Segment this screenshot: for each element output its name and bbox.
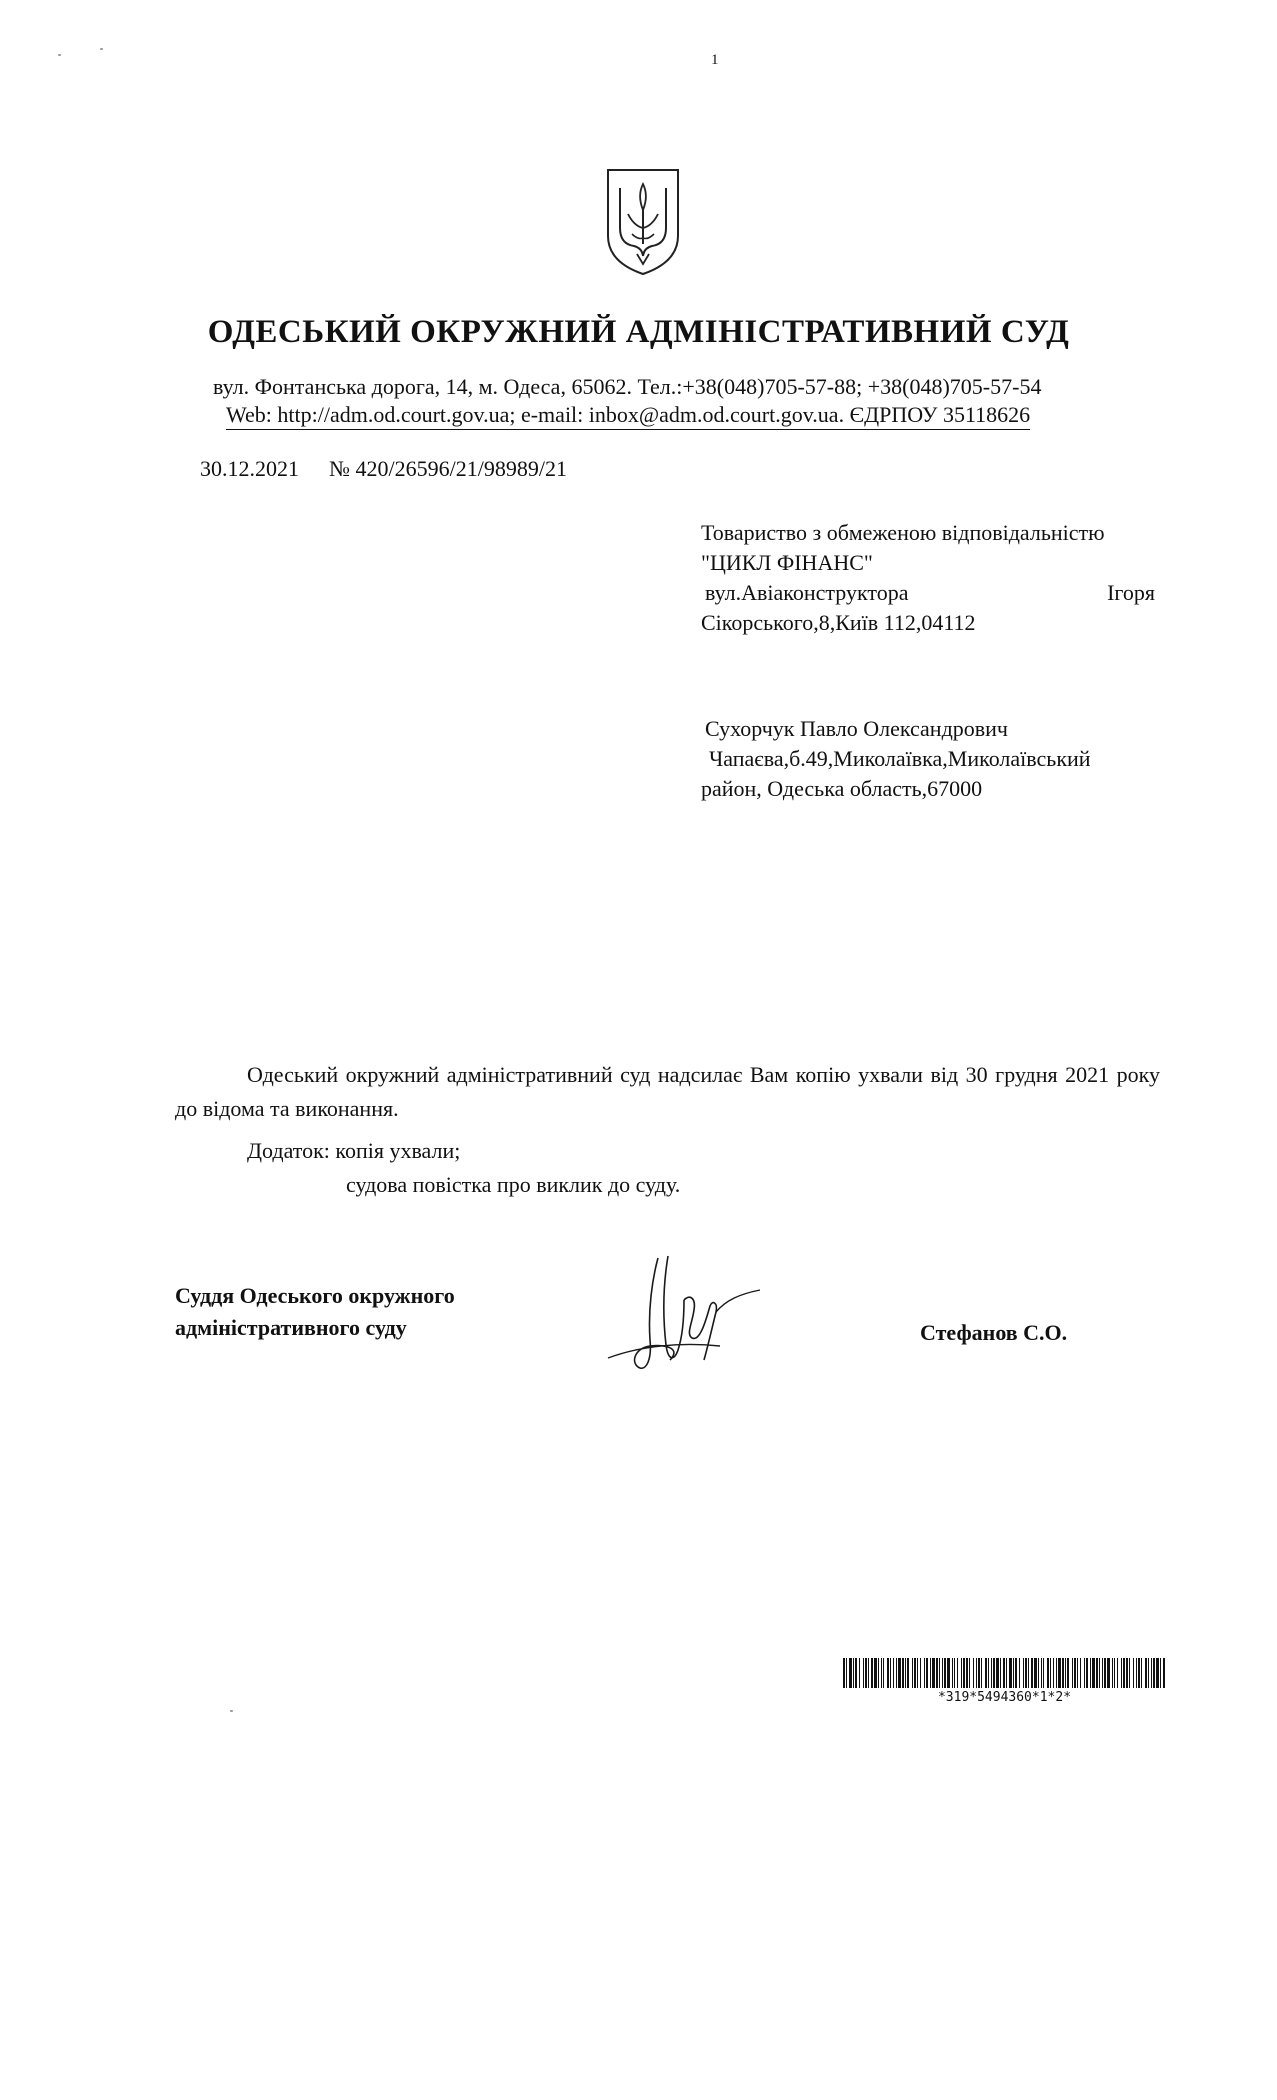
barcode-bar	[1114, 1658, 1115, 1688]
barcode-bar	[871, 1658, 873, 1688]
barcode-bar	[863, 1658, 864, 1688]
barcode-bar	[843, 1658, 845, 1688]
barcode-bar	[1107, 1658, 1110, 1688]
barcode-bar	[993, 1658, 995, 1688]
barcode-bar	[1003, 1658, 1005, 1688]
barcode-bar	[1096, 1658, 1098, 1688]
barcode-bar	[917, 1658, 918, 1688]
barcode-bar	[1028, 1658, 1029, 1688]
recipient-line: район, Одеська область,67000	[701, 776, 983, 801]
barcode-bar	[907, 1658, 909, 1688]
barcode-bar	[1013, 1658, 1014, 1688]
barcode-bar	[1112, 1658, 1113, 1688]
barcode-bar	[991, 1658, 992, 1688]
barcode-bar	[902, 1658, 904, 1688]
barcode-text: *319*5494360*1*2*	[937, 1690, 1072, 1705]
barcode-bar	[1038, 1658, 1039, 1688]
barcode-bar	[932, 1658, 935, 1688]
barcode-bar	[1153, 1658, 1155, 1688]
barcode-bar	[1102, 1658, 1103, 1688]
barcode-bar	[947, 1658, 950, 1688]
barcode-bar	[976, 1658, 977, 1688]
barcode-bar	[896, 1658, 897, 1688]
scan-speck	[58, 54, 61, 56]
barcode-bar	[859, 1658, 860, 1688]
barcode-bar	[887, 1658, 889, 1688]
judge-name: Стефанов С.О.	[920, 1320, 1068, 1345]
barcode-bar	[963, 1658, 965, 1688]
barcode-bar	[985, 1658, 987, 1688]
barcode-bar	[1031, 1658, 1033, 1688]
barcode-bar	[883, 1658, 884, 1688]
court-contact-line: вул. Фонтанська дорога, 14, м. Одеса, 65062. Тел.:+38(048)705-57-88; +38(048)705-57-54	[213, 374, 1042, 399]
barcode-bar	[1047, 1658, 1049, 1688]
barcode-bar	[1067, 1658, 1069, 1688]
scan-speck	[100, 48, 103, 50]
judge-title	[175, 1280, 455, 1344]
barcode-bar	[1084, 1658, 1085, 1688]
barcode-bar	[868, 1658, 869, 1688]
barcode-bar	[1023, 1658, 1024, 1688]
barcode-bar	[898, 1658, 901, 1688]
barcode-bar	[1062, 1658, 1064, 1688]
barcode-bar	[973, 1658, 974, 1688]
barcode-bar	[1009, 1658, 1012, 1688]
barcode-bar	[1138, 1658, 1140, 1688]
barcode-bar	[1000, 1658, 1001, 1688]
barcode-bar	[890, 1658, 891, 1688]
barcode-bar	[957, 1658, 958, 1688]
scan-speck	[230, 1710, 233, 1712]
barcode-bar	[1074, 1658, 1076, 1688]
barcode-bar	[1058, 1658, 1061, 1688]
barcode-bar	[969, 1658, 970, 1688]
letter-body: Одеський окружний адміністративний суд надсилає Вам копію ухвали від 30 грудня 2021 року до відома та виконання.	[175, 1062, 1160, 1121]
barcode-bar	[893, 1658, 894, 1688]
court-title: ОДЕСЬКИЙ ОКРУЖНИЙ АДМІНІСТРАТИВНИЙ СУД	[207, 314, 1070, 350]
barcode-bar	[1043, 1658, 1044, 1688]
barcode-bar	[1086, 1658, 1088, 1688]
barcode-bar	[920, 1658, 921, 1688]
barcode-bar	[954, 1658, 955, 1688]
barcode-bar	[926, 1658, 928, 1688]
barcode-bar	[1041, 1658, 1042, 1688]
recipient-line: Чапаєва,б.49,Миколаївка,Миколаївський	[709, 746, 1091, 771]
recipient-line: Сухорчук Павло Олександрович	[705, 716, 1008, 741]
barcode-bar	[1121, 1658, 1122, 1688]
barcode-bar	[1123, 1658, 1125, 1688]
trident-icon	[604, 166, 682, 278]
barcode-bar	[952, 1658, 953, 1688]
barcode-bar	[1065, 1658, 1066, 1688]
barcode-bar	[1090, 1658, 1091, 1688]
barcode-bar	[865, 1658, 867, 1688]
barcode-bar	[1104, 1658, 1106, 1688]
barcode-bar	[1117, 1658, 1118, 1688]
judge-title-line: Суддя Одеського окружного	[175, 1283, 455, 1308]
barcode-bar	[1148, 1658, 1149, 1688]
barcode-bar	[1151, 1658, 1152, 1688]
barcode-bar	[1156, 1658, 1159, 1688]
barcode-bar	[1092, 1658, 1095, 1688]
reference-line	[200, 456, 567, 482]
recipient-line: Сікорського,8,Київ 112,04112	[701, 610, 976, 635]
barcode-bar	[944, 1658, 946, 1688]
barcode-bar	[1056, 1658, 1057, 1688]
barcode-bar	[1050, 1658, 1051, 1688]
barcode-bar	[914, 1658, 916, 1688]
attachment-label: Додаток: копія ухвали;	[247, 1138, 461, 1163]
handwritten-signature	[600, 1250, 770, 1390]
barcode-bar	[978, 1658, 980, 1688]
barcode-bar	[849, 1658, 852, 1688]
reference-number: № 420/26596/21/98989/21	[329, 456, 567, 481]
barcode-bar	[855, 1658, 857, 1688]
barcode-bar	[1129, 1658, 1130, 1688]
barcode-bar	[942, 1658, 943, 1688]
recipient-street: вул.Авіаконструктора	[705, 580, 909, 605]
barcode-bar	[853, 1658, 854, 1688]
barcode-bar	[924, 1658, 925, 1688]
barcode-bar	[1053, 1658, 1054, 1688]
recipient-line: "ЦИКЛ ФІНАНС"	[701, 550, 873, 575]
barcode-bar	[1163, 1658, 1165, 1688]
barcode-bar	[1141, 1658, 1142, 1688]
barcode-bar	[930, 1658, 931, 1688]
barcode-bar	[939, 1658, 940, 1688]
barcode-bar	[1099, 1658, 1100, 1688]
barcode-bar	[966, 1658, 968, 1688]
barcode-bar	[1160, 1658, 1161, 1688]
barcode-bar	[1025, 1658, 1027, 1688]
barcode-bar	[1006, 1658, 1007, 1688]
barcode-bar	[1034, 1658, 1037, 1688]
barcode-bar	[1080, 1658, 1081, 1688]
reference-date: 30.12.2021	[200, 456, 299, 481]
recipient-street-cont: Ігоря	[1107, 580, 1155, 605]
barcode-bar	[881, 1658, 882, 1688]
barcode-bar	[1077, 1658, 1078, 1688]
recipient-line: Товариство з обмеженою відповідальністю	[701, 520, 1105, 545]
barcode-bar	[936, 1658, 938, 1688]
barcode-bar	[1136, 1658, 1137, 1688]
court-web-line: Web: http://adm.od.court.gov.ua; e-mail: inbox@adm.od.court.gov.ua. ЄДРПОУ 35118626	[226, 402, 1030, 430]
barcode-bar	[1072, 1658, 1073, 1688]
barcode-bar	[1015, 1658, 1017, 1688]
recipient-line	[701, 578, 1185, 608]
attachment-item: судова повістка про виклик до суду.	[346, 1172, 681, 1197]
page-number: 1	[711, 52, 719, 68]
barcode-bar	[961, 1658, 962, 1688]
barcode-bar	[981, 1658, 982, 1688]
barcode-bar	[988, 1658, 989, 1688]
barcode-bar	[1126, 1658, 1128, 1688]
judge-title-line: адміністративного суду	[175, 1315, 407, 1340]
barcode-bar	[878, 1658, 879, 1688]
barcode-bar	[874, 1658, 877, 1688]
recipient-address-1	[701, 518, 1185, 638]
barcode	[843, 1658, 1166, 1688]
barcode-bar	[1133, 1658, 1134, 1688]
barcode-bar	[1019, 1658, 1020, 1688]
barcode-bar	[1145, 1658, 1147, 1688]
recipient-address-2	[701, 714, 1091, 804]
barcode-bar	[912, 1658, 913, 1688]
barcode-bar	[996, 1658, 999, 1688]
barcode-bar	[905, 1658, 906, 1688]
barcode-bar	[846, 1658, 847, 1688]
